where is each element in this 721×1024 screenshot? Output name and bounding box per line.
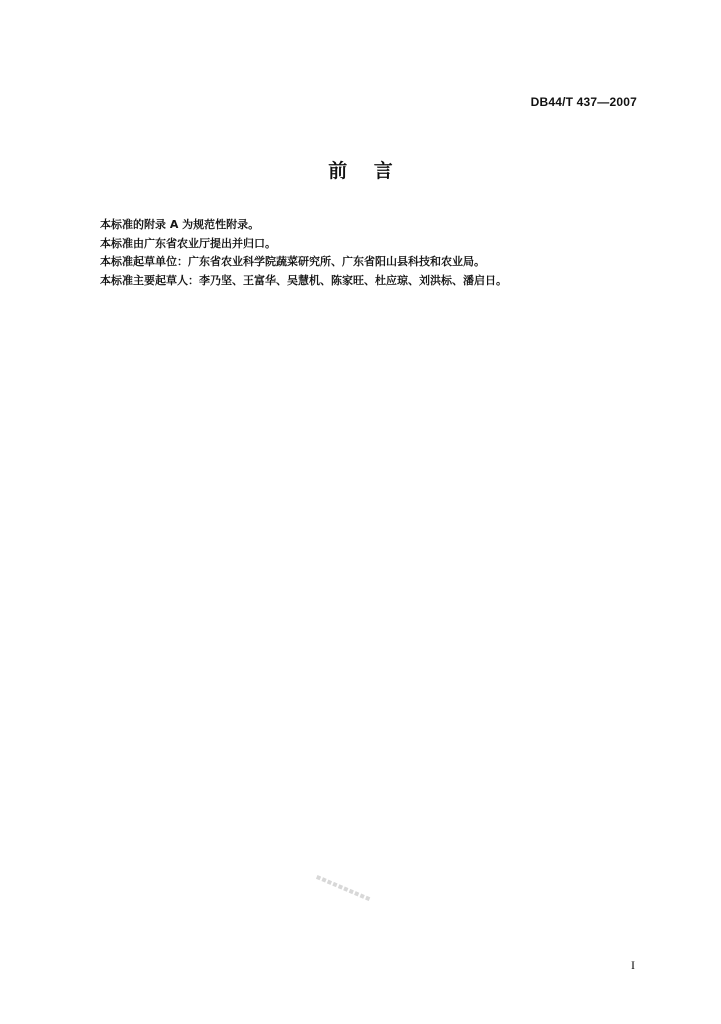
page-title: 前 言 (328, 160, 393, 182)
paragraph-proposer: 本标准由广东省农业厅提出并归口。 (100, 236, 276, 250)
page-number: I (631, 958, 635, 972)
watermark-stamp: ▪▪▪▪▪▪▪▪▪▪ (314, 872, 373, 904)
paragraph-drafters: 本标准主要起草人：李乃坚、王富华、吴慧机、陈家旺、杜应琼、刘洪标、潘启日。 (100, 273, 507, 287)
foreword-body (100, 216, 640, 290)
paragraph-drafting-units: 本标准起草单位：广东省农业科学院蔬菜研究所、广东省阳山县科技和农业局。 (100, 255, 485, 268)
standard-code: DB44/T 437—2007 (530, 95, 637, 109)
paragraph-annex: 本标准的附录 A 为规范性附录。 (100, 218, 260, 231)
